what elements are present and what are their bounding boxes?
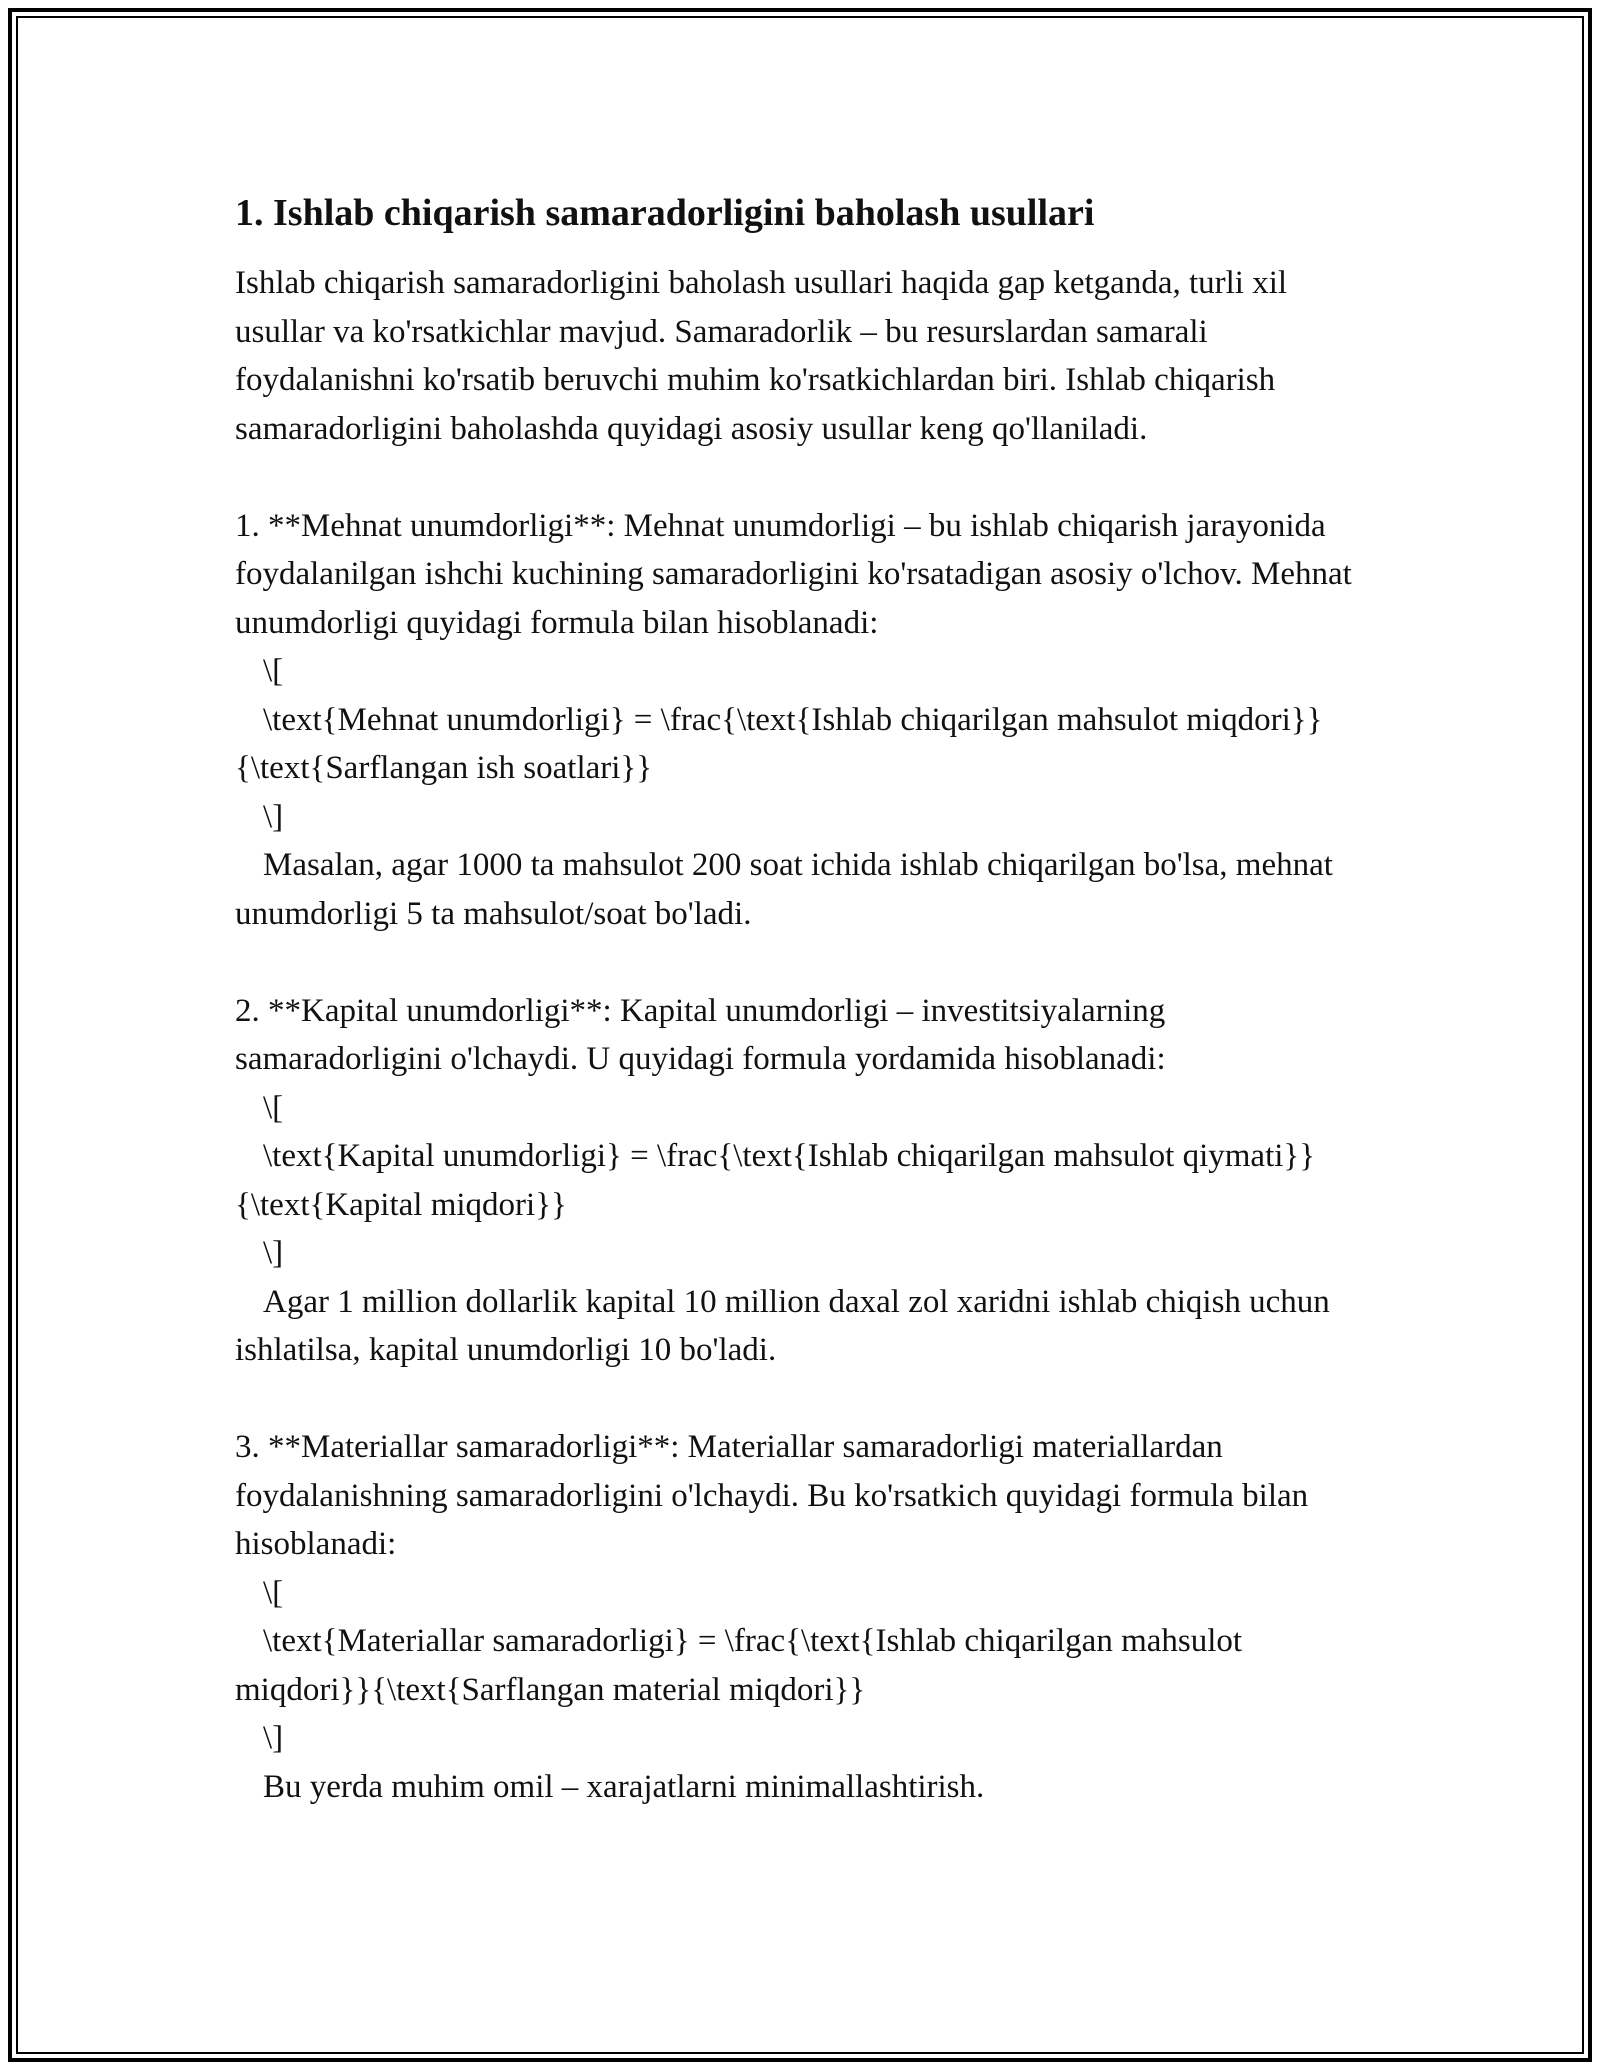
list-item — [235, 502, 1375, 939]
item-note — [235, 841, 1375, 938]
spacer — [235, 938, 1375, 987]
formula-body: \text{Materiallar samaradorligi} = \frac{\text{Ishlab chiqarilgan mahsulot miqdori}}{\text{Sarflangan material miqdori}} — [235, 1623, 1251, 1708]
item-lead: 3. **Materiallar samaradorligi**: Materiallar samaradorligi materiallardan foydalanishning samaradorligini o'lchaydi. Bu ko'rsatkich quyidagi formula bilan hisoblanadi: — [235, 1429, 1317, 1562]
page-title: 1. Ishlab chiqarish samaradorligini baholash usullari — [235, 192, 1095, 234]
item-note — [235, 1278, 1375, 1375]
formula-body: \text{Mehnat unumdorligi} = \frac{\text{Ishlab chiqarilgan mahsulot miqdori}}{\text{Sarflangan ish soatlari}} — [235, 701, 1323, 786]
item-lead: 2. **Kapital unumdorligi**: Kapital unumdorligi – investitsiyalarning samaradorligini o'lchaydi. U quyidagi formula yordamida hisoblanadi: — [235, 992, 1174, 1077]
formula-open: \[ — [263, 653, 284, 689]
list-item — [235, 987, 1375, 1375]
list-item — [235, 1423, 1375, 1811]
item-note-text: Bu yerda muhim omil – xarajatlarni minimallashtirish. — [263, 1768, 985, 1805]
formula-text — [235, 696, 1375, 793]
formula-close: \] — [263, 798, 284, 835]
formula-open: \[ — [263, 1089, 284, 1126]
item-lead: 1. **Mehnat unumdorligi**: Mehnat unumdorligi – bu ishlab chiqarish jarayonida foydalanilgan ishchi kuchining samaradorligini ko'rsatadigan asosiy o'lchov. Mehnat unumdorligi quyidagi formula bilan hisoblanadi: — [235, 507, 1361, 641]
formula-close: \] — [263, 1720, 284, 1756]
spacer — [235, 453, 1375, 502]
formula-open: \[ — [263, 1574, 284, 1611]
formula-text — [235, 1617, 1375, 1714]
formula-body: \text{Kapital unumdorligi} = \frac{\text{Ishlab chiqarilgan mahsulot qiymati}}{\text{Kapital miqdori}} — [235, 1138, 1316, 1223]
formula-close: \] — [263, 1235, 284, 1271]
document-body — [235, 185, 1375, 1811]
item-note-text: Masalan, agar 1000 ta mahsulot 200 soat ichida ishlab chiqarilgan bo'lsa, mehnat unumdorligi 5 ta mahsulot/soat bo'ladi. — [235, 847, 1342, 932]
formula-text — [235, 1132, 1375, 1229]
item-note — [235, 1763, 1375, 1812]
spacer — [235, 1375, 1375, 1424]
item-note-text: Agar 1 million dollarlik kapital 10 million daxal zol xaridni ishlab chiqish uchun ishlatilsa, kapital unumdorligi 10 bo'ladi. — [235, 1283, 1339, 1368]
intro-paragraph: Ishlab chiqarish samaradorligini baholash usullari haqida gap ketganda, turli xil usullar va ko'rsatkichlar mavjud. Samaradorlik – bu resurslardan samarali foydalanishni ko'rsatib beruvchi muhim ko'rsatkichlardan biri. Ishlab chiqarish samaradorligini baholashda quyidagi asosiy usullar keng qo'llaniladi. — [235, 265, 1296, 447]
